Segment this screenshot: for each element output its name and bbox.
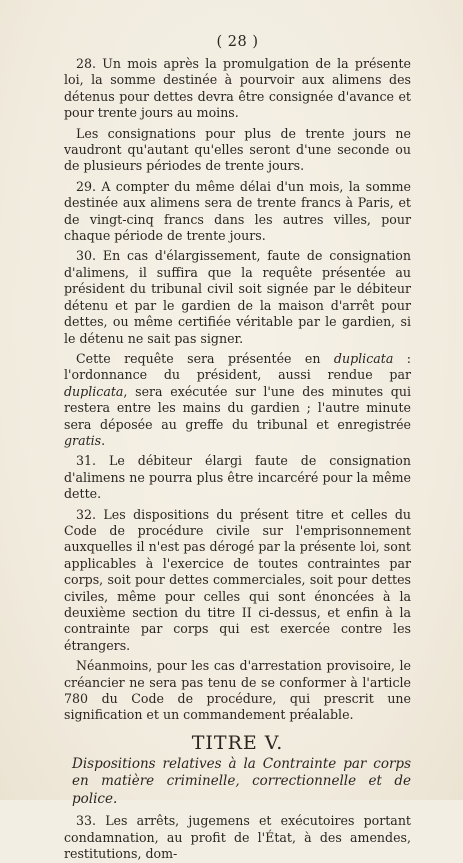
text-run: , sera exécutée sur l'une des minutes qui restera entre les mains du gardien ; l'autre minute sera déposée au greffe du tribunal et enregistrée <box>64 383 411 432</box>
page-number: ( 28 ) <box>216 34 259 50</box>
paragraph-art-29: 29. A compter du même délai d'un mois, la somme destinée aux alimens sera de trente francs à Paris, et de vingt-cinq francs dans les autres villes, pour chaque période de trente jours. <box>64 178 411 244</box>
section-title: TITRE V. <box>191 731 284 754</box>
italic-run: gratis <box>64 432 102 448</box>
paragraph-art-30: 30. En cas d'élargissement, faute de consignation d'alimens, il suffira que la requête présentée au président du tribunal civil soit signée par le débiteur détenu et par le gardien de la maison d'arrêt pour dettes, ou même certifiée véritable par le gardien, si le détenu ne sait pas signer. <box>64 248 411 346</box>
paragraph-art-28: 28. Un mois après la promulgation de la présente loi, la somme destinée à pourvoir aux alimens des détenus pour dettes devra être consignée d'avance et pour trente jours au moins. <box>64 56 411 121</box>
paragraph-art-32: 32. Les dispositions du présent titre et celles du Code de procédure civile sur l'emprisonnement auxquelles il n'est pas dérogé par la présente loi, sont applicables à l'exercice de toutes contraintes par corps, soit pour dettes commerciales, soit pour dettes civiles, même pour celles qui sont énoncées à la deuxième section du titre II ci-dessus, et enfin à la contrainte par corps qui est exercée contre les étrangers. <box>64 506 411 653</box>
paragraph-neanmoins: Néanmoins, pour les cas d'arrestation provisoire, le créancier ne sera pas tenu de se conformer à l'article 780 du Code de procédure, qui prescrit une signification et un commandement préalable. <box>64 658 411 723</box>
italic-run: duplicata <box>64 383 124 399</box>
text-run: . <box>101 432 106 448</box>
section-subtitle: Dispositions relatives à la Contrainte par corps en matière criminelle, correctionnelle et de police. <box>72 755 411 807</box>
paragraph-art-31: 31. Le débiteur élargi faute de consignation d'alimens ne pourra plus être incarcéré pour la même dette. <box>64 453 411 502</box>
paragraph-art-33: 33. Les arrêts, jugemens et exécutoires portant condamnation, au profit de l'État, à des amendes, restitutions, dom- <box>64 813 411 862</box>
text-run: : l'ordonnance du président, aussi rendue par <box>64 350 411 383</box>
paragraph-consignations: Les consignations pour plus de trente jours ne vaudront qu'autant qu'elles seront d'une seconde ou de plusieurs périodes de trente jours. <box>64 125 411 174</box>
paragraph-requete <box>64 351 411 449</box>
text-run: Cette requête sera présentée en <box>76 350 334 366</box>
italic-run: duplicata <box>333 350 394 366</box>
